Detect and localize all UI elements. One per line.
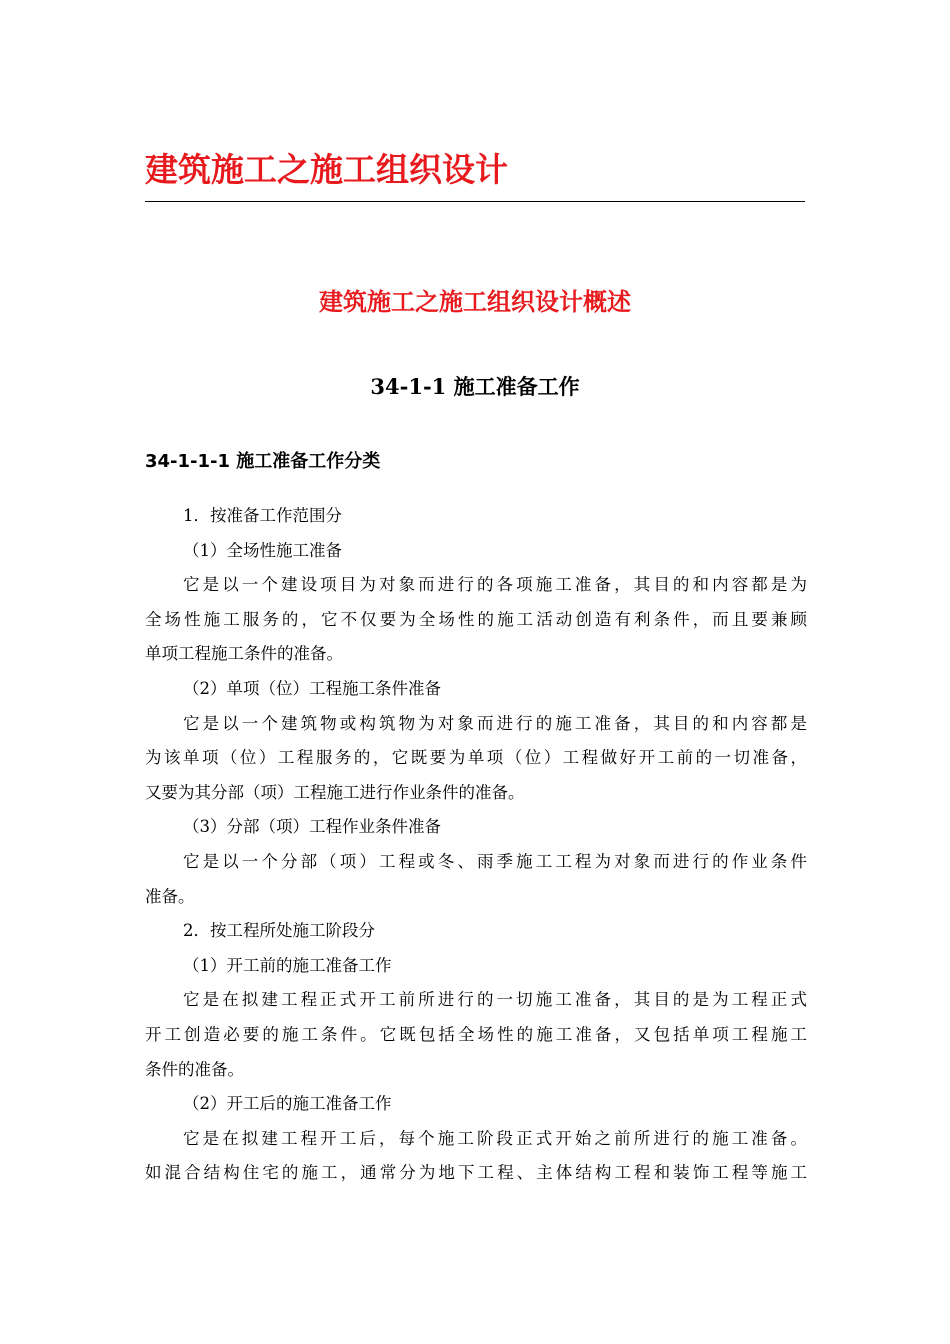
paragraph-line: 又要为其分部（项）工程施工进行作业条件的准备。 (145, 782, 525, 802)
list-heading: 1．按准备工作范围分 (183, 506, 342, 525)
paragraph-line: 它是在拟建工程正式开工前所进行的一切施工准备，其目的是为工程正式 (183, 990, 807, 1010)
paragraph-line: 它是以一个建设项目为对象而进行的各项施工准备，其目的和内容都是为 (183, 575, 807, 595)
paragraph-line: 准备。 (145, 886, 195, 906)
list-heading: 2．按工程所处施工阶段分 (183, 921, 375, 941)
paragraph-line: 条件的准备。 (145, 1059, 244, 1079)
paragraph-line: 如混合结构住宅的施工，通常分为地下工程、主体结构工程和装饰工程等施工 (145, 1163, 807, 1183)
section-heading: 34-1-1 施工准备工作 (370, 374, 580, 399)
sub-item-heading: （2）开工后的施工准备工作 (183, 1094, 392, 1114)
paragraph-line: 它是以一个分部（项）工程或冬、雨季施工工程为对象而进行的作业条件 (183, 851, 807, 871)
paragraph-line: 它是以一个建筑物或构筑物为对象而进行的施工准备，其目的和内容都是 (183, 713, 807, 733)
title-underline (145, 201, 805, 202)
paragraph-line: 它是在拟建工程开工后，每个施工阶段正式开始之前所进行的施工准备。 (183, 1128, 807, 1148)
sub-item-heading: （1）全场性施工准备 (183, 540, 342, 560)
sub-item-heading: （1）开工前的施工准备工作 (183, 955, 392, 975)
sub-item-heading: （3）分部（项）工程作业条件准备 (183, 817, 441, 837)
paragraph-line: 单项工程施工条件的准备。 (145, 644, 343, 664)
paragraph-line: 开工创造必要的施工条件。它既包括全场性的施工准备，又包括单项工程施工 (145, 1024, 807, 1044)
subsection-heading: 34-1-1-1 施工准备工作分类 (145, 451, 381, 472)
paragraph-line: 为该单项（位）工程服务的，它既要为单项（位）工程做好开工前的一切准备， (145, 748, 807, 768)
body-text (145, 499, 807, 1191)
document-title: 建筑施工之施工组织设计 (145, 150, 508, 189)
sub-item-heading: （2）单项（位）工程施工条件准备 (183, 678, 441, 698)
paragraph-line: 全场性施工服务的，它不仅要为全场性的施工活动创造有利条件，而且要兼顾 (145, 609, 807, 629)
overview-heading: 建筑施工之施工组织设计概述 (319, 288, 631, 316)
